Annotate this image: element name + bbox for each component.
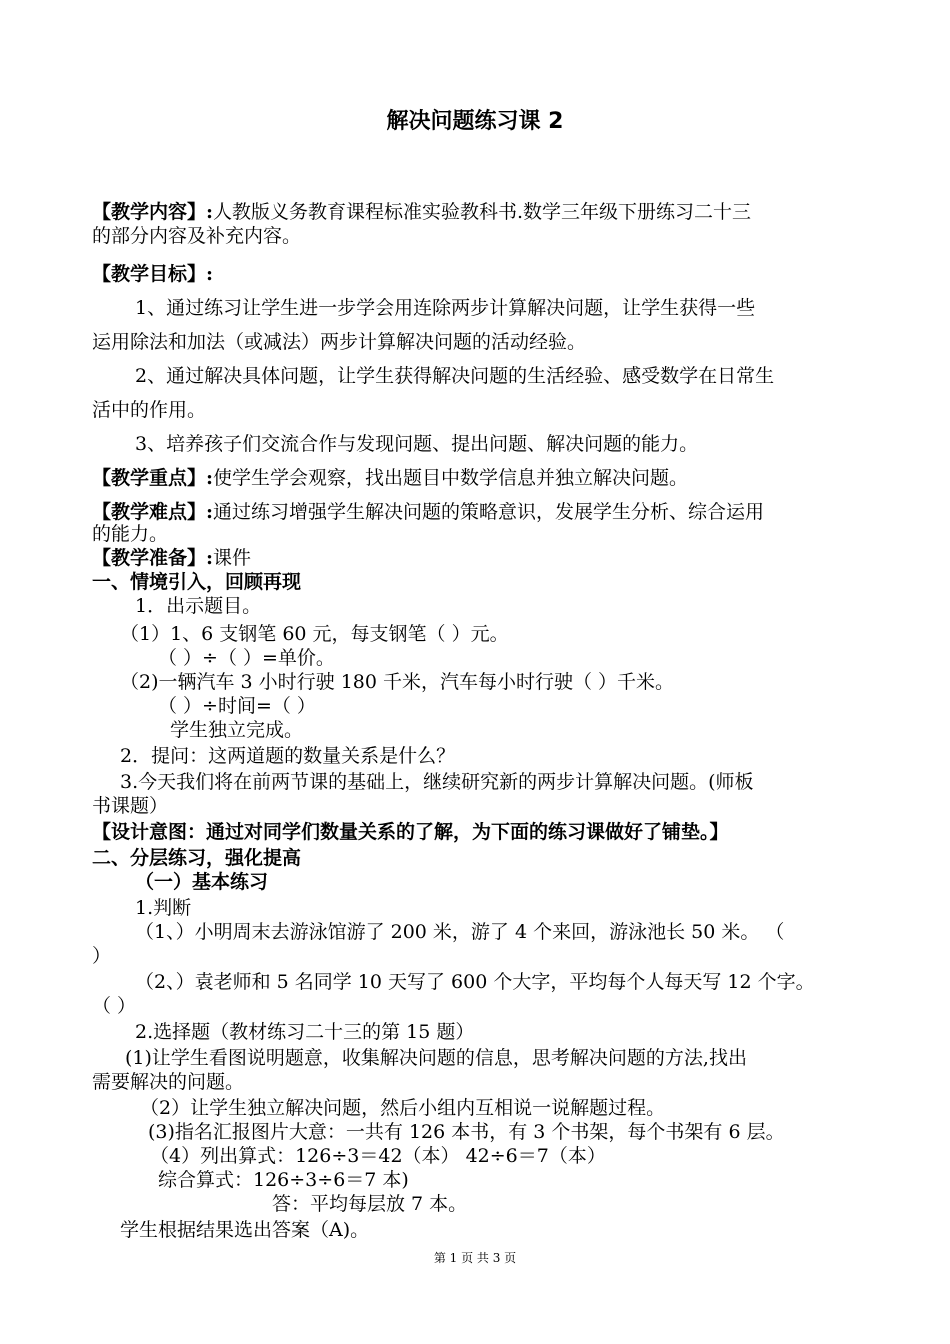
line-text: 3.今天我们将在前两节课的基础上，继续研究新的两步计算解决问题。(师板: [120, 771, 754, 793]
line-text: （ ）: [92, 995, 137, 1017]
text-line: [92, 846, 301, 870]
text-line: [92, 794, 168, 818]
text-line: [135, 920, 784, 944]
section-label: （一）基本练习: [135, 871, 269, 893]
line-text: 2.选择题（教材练习二十三的第 15 题）: [135, 1021, 475, 1043]
text-line: [135, 296, 755, 320]
text-line: [92, 466, 688, 490]
text-line: [92, 944, 111, 968]
text-line: [92, 200, 751, 224]
line-text: 综合算式：126÷3÷6＝7 本): [158, 1169, 409, 1191]
line-text: 课件: [213, 547, 252, 569]
text-line: [120, 770, 754, 794]
section-label: 一、情境引入，回顾再现: [92, 571, 302, 593]
line-text: 的能力。: [92, 523, 169, 545]
text-line: [140, 1096, 665, 1120]
text-line: [92, 546, 251, 570]
text-line: [92, 224, 301, 248]
line-text: 3、培养孩子们交流合作与发现问题、提出问题、解决问题的能力。: [135, 433, 699, 455]
text-line: [92, 820, 729, 844]
line-text: 通过练习增强学生解决问题的策略意识，发展学生分析、综合运用: [213, 501, 765, 523]
text-line: [135, 870, 268, 894]
text-line: [135, 970, 815, 994]
line-text: （2）让学生独立解决问题，然后小组内互相说一说解题过程。: [140, 1097, 666, 1119]
text-line: [158, 1168, 409, 1192]
text-line: [135, 364, 774, 388]
line-text: （1）1、6 支钢笔 60 元，每支钢笔（ ）元。: [120, 623, 509, 645]
line-text: 的部分内容及补充内容。: [92, 225, 302, 247]
line-text: 学生根据结果选出答案（A)。: [120, 1219, 370, 1241]
text-line: [135, 594, 261, 618]
text-line: [92, 500, 764, 524]
text-line: [158, 646, 335, 670]
line-text: ）: [92, 945, 112, 967]
line-text: 2．提问：这两道题的数量关系是什么？: [120, 745, 456, 767]
text-line: [92, 262, 213, 286]
text-line: [148, 1120, 785, 1144]
line-text: 运用除法和加法（或减法）两步计算解决问题的活动经验。: [92, 331, 587, 353]
text-line: [92, 1070, 244, 1094]
text-line: [272, 1192, 467, 1216]
text-line: [92, 570, 301, 594]
line-text: 人教版义务教育课程标准实验教科书.数学三年级下册练习二十三: [213, 201, 752, 223]
text-line: [158, 694, 316, 718]
line-text: （ ）÷时间=（ ）: [158, 695, 316, 717]
line-text: 2、通过解决具体问题，让学生获得解决问题的生活经验、感受数学在日常生: [135, 365, 775, 387]
section-label: 【教学准备】:: [92, 547, 214, 569]
line-text: 书课题）: [92, 795, 169, 817]
line-text: 学生独立完成。: [170, 719, 304, 741]
line-text: 答：平均每层放 7 本。: [272, 1193, 468, 1215]
section-label: 【教学重点】:: [92, 467, 214, 489]
text-line: [120, 1218, 369, 1242]
line-text: 需要解决的问题。: [92, 1071, 245, 1093]
text-line: [120, 744, 455, 768]
line-text: (3)指名汇报图片大意：一共有 126 本书，有 3 个书架，每个书架有 6 层。: [148, 1121, 785, 1143]
text-line: [92, 330, 586, 354]
section-label: 【设计意图：通过对同学们数量关系的了解，为下面的练习课做好了铺垫。】: [92, 821, 729, 843]
line-text: （1、）小明周末去游泳馆游了 200 米，游了 4 个来回，游泳池长 50 米。 （: [135, 921, 785, 943]
section-label: 【教学内容】:: [92, 201, 214, 223]
line-text: (1)让学生看图说明题意，收集解决问题的信息，思考解决问题的方法,找出: [125, 1047, 747, 1069]
section-label: 二、分层练习，强化提高: [92, 847, 302, 869]
text-line: [92, 522, 168, 546]
line-text: 1．出示题目。: [135, 595, 262, 617]
section-label: 【教学难点】:: [92, 501, 214, 523]
text-line: [170, 718, 303, 742]
page-footer: 第 1 页 共 3 页: [433, 1251, 517, 1265]
text-line: [92, 994, 136, 1018]
line-text: 使学生学会观察，找出题目中数学信息并独立解决问题。: [213, 467, 689, 489]
text-line: [120, 622, 509, 646]
line-text: 1.判断: [135, 897, 192, 919]
line-text: （ ）÷（ ）=单价。: [158, 647, 335, 669]
text-line: [125, 1046, 747, 1070]
line-text: （2)一辆汽车 3 小时行驶 180 千米，汽车每小时行驶（ ）千米。: [120, 671, 675, 693]
text-line: [120, 670, 674, 694]
line-text: 活中的作用。: [92, 399, 207, 421]
section-label: 【教学目标】:: [92, 263, 214, 285]
text-line: [92, 398, 206, 422]
line-text: （4）列出算式：126÷3＝42（本） 42÷6＝7（本）: [150, 1145, 606, 1167]
document-title: 解决问题练习课 2: [386, 109, 564, 134]
line-text: （2、）袁老师和 5 名同学 10 天写了 600 个大字，平均每个人每天写 12 个字。: [135, 971, 815, 993]
text-line: [135, 1020, 474, 1044]
line-text: 1、通过练习让学生进一步学会用连除两步计算解决问题，让学生获得一些: [135, 297, 756, 319]
text-line: [150, 1144, 606, 1168]
text-line: [135, 896, 191, 920]
text-line: [135, 432, 698, 456]
